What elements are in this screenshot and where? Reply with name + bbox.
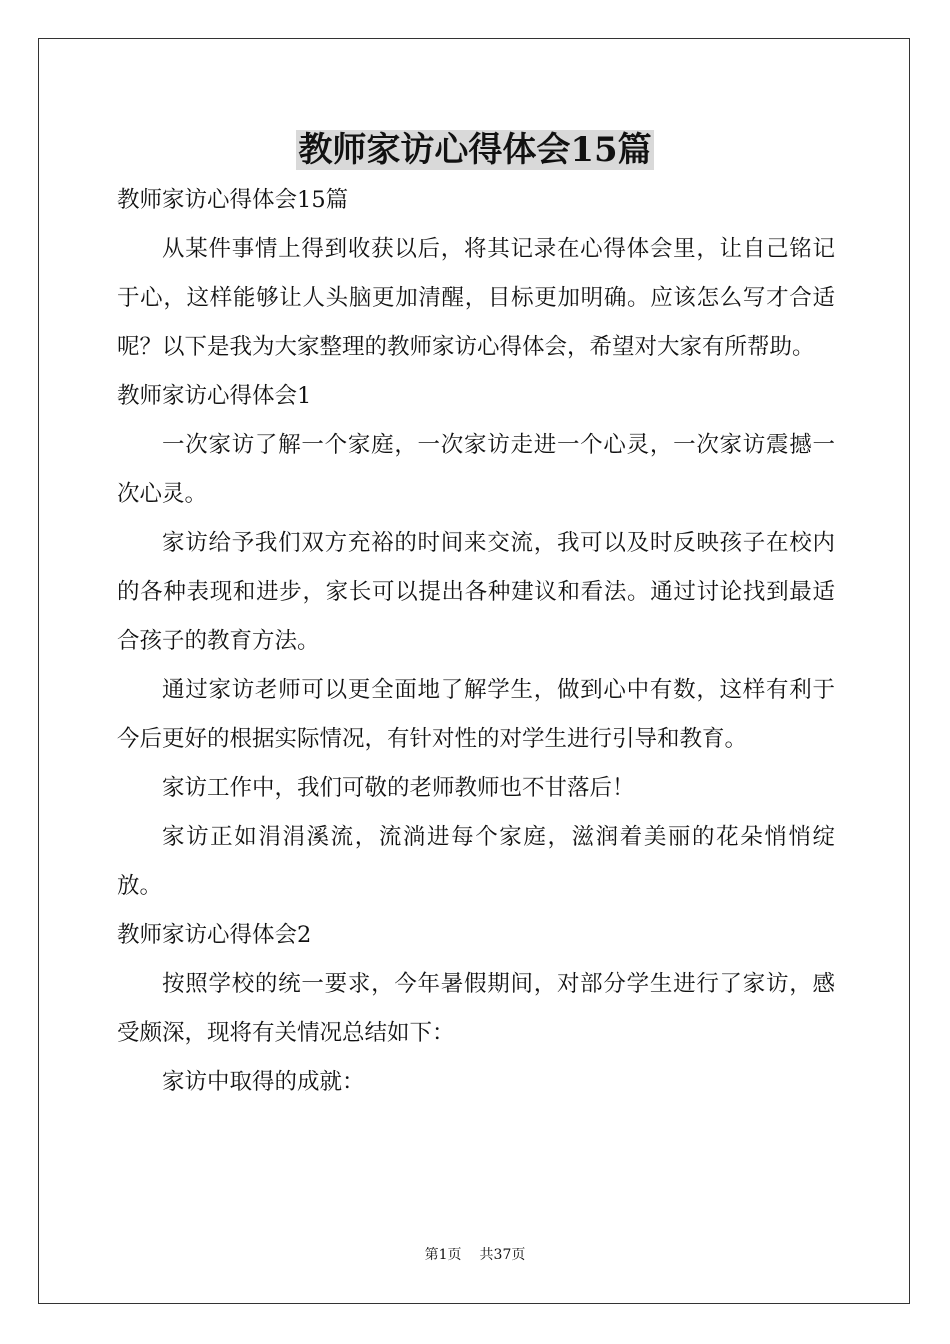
document-title-text: 教师家访心得体会15篇: [298, 130, 652, 170]
paragraph: 按照学校的统一要求，今年暑假期间，对部分学生进行了家访，感受颇深，现将有关情况总结如下：: [117, 971, 835, 1046]
document-title: [0, 126, 950, 174]
page-number: 第1页: [424, 1247, 462, 1263]
paragraph-subtitle: 教师家访心得体会15篇: [117, 187, 349, 213]
page-total: 共37页: [479, 1247, 526, 1263]
paragraph: 家访正如涓涓溪流，流淌进每个家庭，滋润着美丽的花朵悄悄绽放。: [117, 824, 835, 899]
document-body: [117, 176, 835, 1107]
section-heading-2: 教师家访心得体会2: [117, 922, 312, 948]
paragraph: 家访给予我们双方充裕的时间来交流，我可以及时反映孩子在校内的各种表现和进步，家长可以提出各种建议和看法。通过讨论找到最适合孩子的教育方法。: [117, 530, 835, 654]
paragraph: 一次家访了解一个家庭，一次家访走进一个心灵，一次家访震撼一次心灵。: [117, 432, 835, 507]
paragraph: 通过家访老师可以更全面地了解学生，做到心中有数，这样有利于今后更好的根据实际情况，有针对性的对学生进行引导和教育。: [117, 677, 835, 752]
page-footer: [0, 1245, 950, 1265]
paragraph: 家访中取得的成就：: [162, 1069, 365, 1095]
section-heading-1: 教师家访心得体会1: [117, 383, 312, 409]
paragraph-intro: 从某件事情上得到收获以后，将其记录在心得体会里，让自己铭记于心，这样能够让人头脑更加清醒，目标更加明确。应该怎么写才合适呢？以下是我为大家整理的教师家访心得体会，希望对大家有所帮助。: [117, 236, 835, 360]
paragraph: 家访工作中，我们可敬的老师教师也不甘落后！: [162, 775, 635, 801]
